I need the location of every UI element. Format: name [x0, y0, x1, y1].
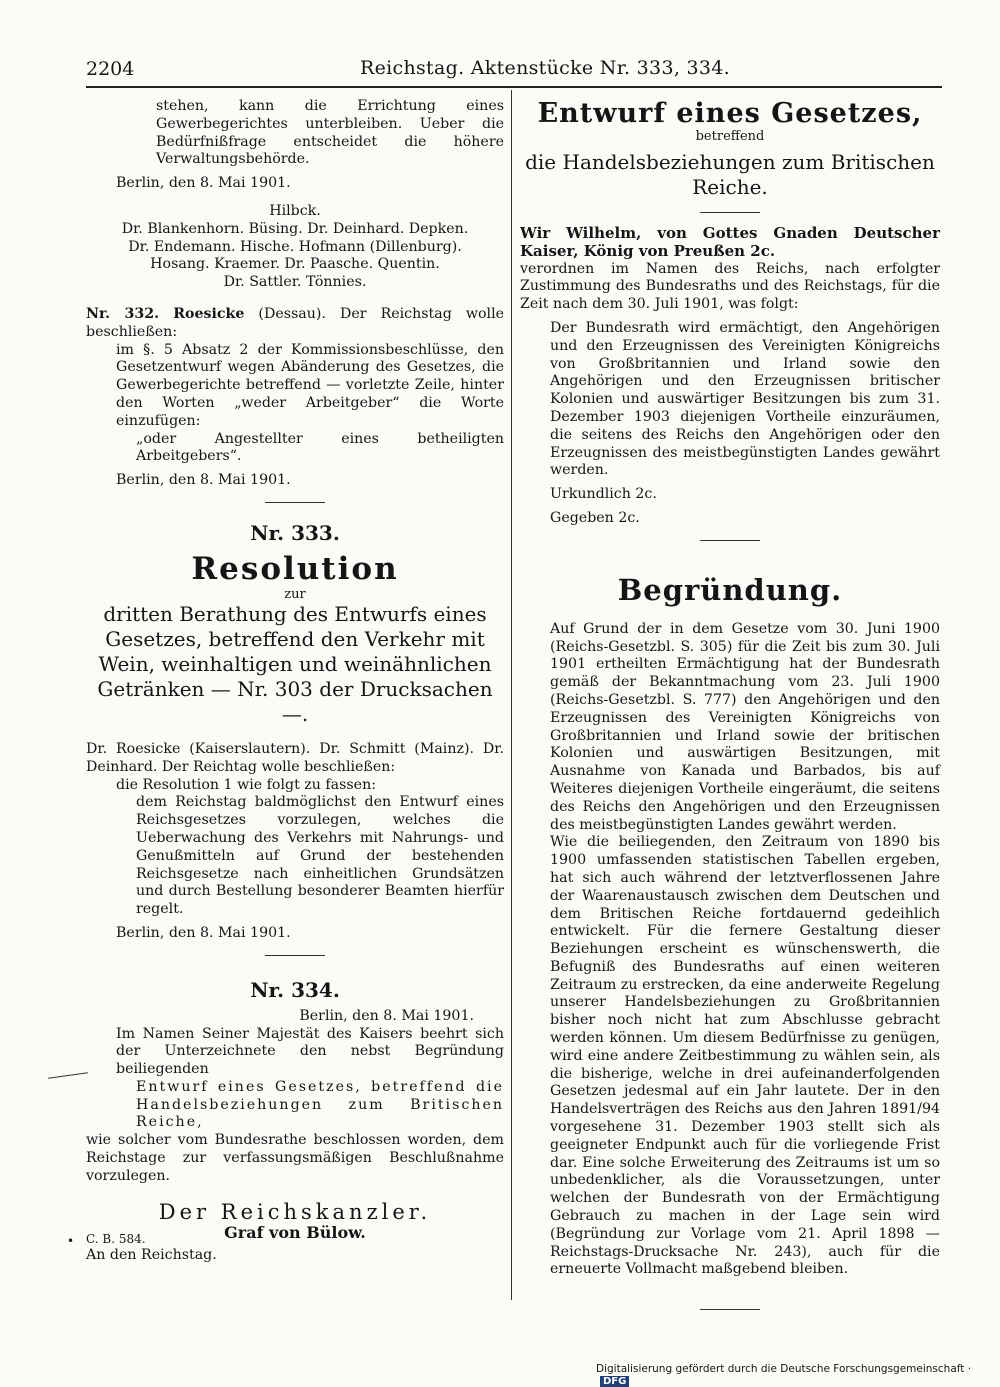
signature-line: Dr. Sattler. Tönnies. — [223, 274, 367, 291]
continuation-text: stehen, kann die Errichtung eines Gewerbegerichtes unterbleiben. Ueber die Bedürfnißfrage entscheidet die höhere Verwaltungsbehörde. — [156, 98, 504, 168]
footnote-bullet: • — [67, 1234, 75, 1248]
nr333-intro: die Resolution 1 wie folgt zu fassen: — [116, 776, 376, 793]
signer-name: Graf von Bülow. — [224, 1222, 366, 1242]
nr333-body: dem Reichstag baldmöglichst den Entwurf eines Reichsgesetzes vorzulegen, welches die Ueberwachung des Verkehrs mit Nahrungs- und Genußmitteln auf Grund der bestehenden Reichsgesetze nach einheitlichen Grundsätzen und durch Bestellung besonderer Beamten hierfür regelt. — [136, 794, 504, 918]
signature-line: Dr. Blankenhorn. Büsing. Dr. Deinhard. Depken. — [121, 220, 469, 237]
begruendung-para-1: Auf Grund der in dem Gesetze vom 30. Juni 1900 (Reichs-Gesetzbl. S. 305) für die Zeit bis zum 30. Juli 1901 ertheilten Ermächtigung hat der Bundesrath gemäß der Bekanntmachung vom 23. Juli 1900 (Reichs-Gesetzbl. S. 777) den Angehörigen und den Erzeugnissen des Vereinigten Königreichs von Großbritannien und Irland sowie der britischen Kolonien und auswärtigen Besitzungen, mit Ausnahme von Kanada und Barbados, bis auf Weiteres diejenigen Vortheile eingeräumt, die seitens des Reichs den Angehörigen und den Erzeugnissen des meistbegünstigten Landes gewährt werden. — [550, 620, 940, 833]
nr332-heading — [86, 306, 504, 342]
preamble-wir: Wir Wilhelm, von Gottes Gnaden Deutscher Kaiser, König von Preußen 2c. — [520, 224, 940, 260]
nr333-label: Nr. 333. — [250, 520, 340, 545]
nr334-title-ref: Entwurf eines Gesetzes, betreffend die Handelsbeziehungen zum Britischen Reiche, — [136, 1078, 504, 1131]
betreffend: betreffend — [695, 129, 765, 144]
nr332-author: Roesicke — [173, 305, 245, 322]
signature-head: Hilbck. — [269, 202, 321, 219]
signature-line: Hosang. Kraemer. Dr. Paasche. Quentin. — [150, 256, 440, 273]
page-number: 2204 — [86, 58, 135, 80]
gegeben: Gegeben 2c. — [550, 509, 640, 526]
section-divider — [265, 502, 325, 503]
left-column — [86, 98, 504, 1265]
nr334-closing: wie solcher vom Bundesrathe beschlossen worden, dem Reichstage zur verfassungsmäßigen Beschlußnahme vorzulegen. — [86, 1132, 504, 1184]
nr333-authors: Dr. Roesicke (Kaiserslautern). Dr. Schmitt (Mainz). Dr. Deinhard. Der Reichtag wolle beschließen: — [86, 740, 504, 775]
running-header: Reichstag. Aktenstücke Nr. 333, 334. — [360, 57, 731, 79]
margin-mark — [48, 1072, 88, 1079]
nr333-subtitle: dritten Berathung des Entwurfs eines Gesetzes, betreffend den Verkehr mit Wein, weinhaltigen und weinähnlichen Getränken — Nr. 303 der Drucksachen —. — [97, 601, 493, 726]
nr332-quote: „oder Angestellter eines betheiligten Arbeitgebers“. — [136, 430, 504, 465]
entwurf-subtitle: die Handelsbeziehungen zum Britischen Reiche. — [525, 150, 935, 199]
nr333-title: Resolution — [191, 550, 399, 587]
nr334-intro: Im Namen Seiner Majestät des Kaisers beehrt sich der Unterzeichnete den nebst Begründung beiliegenden — [116, 1025, 504, 1078]
signature-line: Dr. Endemann. Hische. Hofmann (Dillenburg). — [128, 238, 462, 255]
signer-title: Der Reichskanzler. — [158, 1199, 432, 1224]
nr332-body: im §. 5 Absatz 2 der Kommissionsbeschlüsse, den Gesetzentwurf wegen Abänderung des Gesetzes, die Gewerbegerichte betreffend — vorletzte Zeile, hinter den Worten „weder Arbeitgeber“ die Worte einzufügen: — [116, 341, 504, 429]
nr334-date: Berlin, den 8. Mai 1901. — [299, 1007, 474, 1024]
paragraph-1: Der Bundesrath wird ermächtigt, den Angehörigen und den Erzeugnissen des Vereinigten Königreichs von Großbritannien und Irland sowie den Angehörigen und den Erzeugnissen britischer Kolonien und auswärtiger Besitzungen bis zum 31. Dezember 1903 diejenigen Vortheile einzuräumen, die seitens des Reichs den Angehörigen oder den Erzeugnissen des meistbegünstigten Landes gewährt werden. — [550, 319, 940, 479]
header-rule — [86, 86, 942, 88]
section-divider — [700, 540, 760, 541]
digitization-credit — [596, 1363, 1000, 1387]
nr332-text: (Dessau). Der Reichstag wolle beschließen: — [86, 305, 505, 340]
dfg-logo: DFG — [600, 1376, 629, 1387]
begruendung-para-2: Wie die beiliegenden, den Zeitraum von 1890 bis 1900 umfassenden statistischen Tabellen ergeben, hat sich auch während der letztverflossenen Jahre der Waarenaustausch zwischen dem Deutschen und dem Britischen Reiche fortdauernd gedeihlich entwickelt. Für die fernere Gestaltung dieser Beziehungen erscheint es wünschenswerth, die Befugniß des Bundesraths auf einen weiteren Zeitraum zu erstrecken, da eine anderweite Regelung unserer Handelsbeziehungen zu Großbritannien bisher noch nicht hat zum Abschlusse gebracht werden können. Um diesem Bedürfnisse zu genügen, wird eine andere Zeitbestimmung zu wählen sein, als die bisherige, welche in drei aufeinanderfolgenden Gesetzen jedesmal auf ein Jahr lautete. Der in den Handelsverträgen des Reichs aus den Jahren 1891/94 vorgesehene 31. Dezember 1903 stellt sich als geeigneter Endpunkt auch für die vorliegende Frist dar. Eine solche Erweiterung des Zeitraums ist um so unbedenklicher, als die Voraussetzungen, unter welchen der Bundesrath von der Ermächtigung Gebrauch zu machen in der Lage sein wird (Begründung zur Vorlage vom 21. April 1898 — Reichstags-Drucksache Nr. 243), auch für die erneuerte Vollmacht maßgebend bleiben. — [550, 834, 940, 1278]
section-divider — [265, 955, 325, 956]
end-rule — [700, 1309, 760, 1310]
addressee: An den Reichstag. — [86, 1247, 217, 1264]
entwurf-title: Entwurf eines Gesetzes, — [537, 98, 923, 129]
urkundlich: Urkundlich 2c. — [550, 486, 657, 503]
date-line: Berlin, den 8. Mai 1901. — [116, 175, 291, 192]
date-line: Berlin, den 8. Mai 1901. — [116, 472, 291, 489]
begruendung-title: Begründung. — [617, 572, 843, 607]
right-column — [520, 98, 940, 1310]
footnote: C. B. 584. — [86, 1232, 146, 1246]
nr332-label: Nr. 332. — [86, 305, 160, 322]
credit-text: Digitalisierung gefördert durch die Deutsche Forschungsgemeinschaft · — [596, 1363, 972, 1375]
nr333-zur: zur — [284, 586, 306, 602]
date-line: Berlin, den 8. Mai 1901. — [116, 924, 291, 941]
preamble-verordnen: verordnen im Namen des Reichs, nach erfolgter Zustimmung des Bundesraths und des Reichstags, für die Zeit nach dem 30. Juli 1901, was folgt: — [520, 260, 940, 313]
section-divider — [700, 212, 760, 213]
nr334-label: Nr. 334. — [250, 977, 340, 1002]
column-divider — [511, 90, 512, 1300]
